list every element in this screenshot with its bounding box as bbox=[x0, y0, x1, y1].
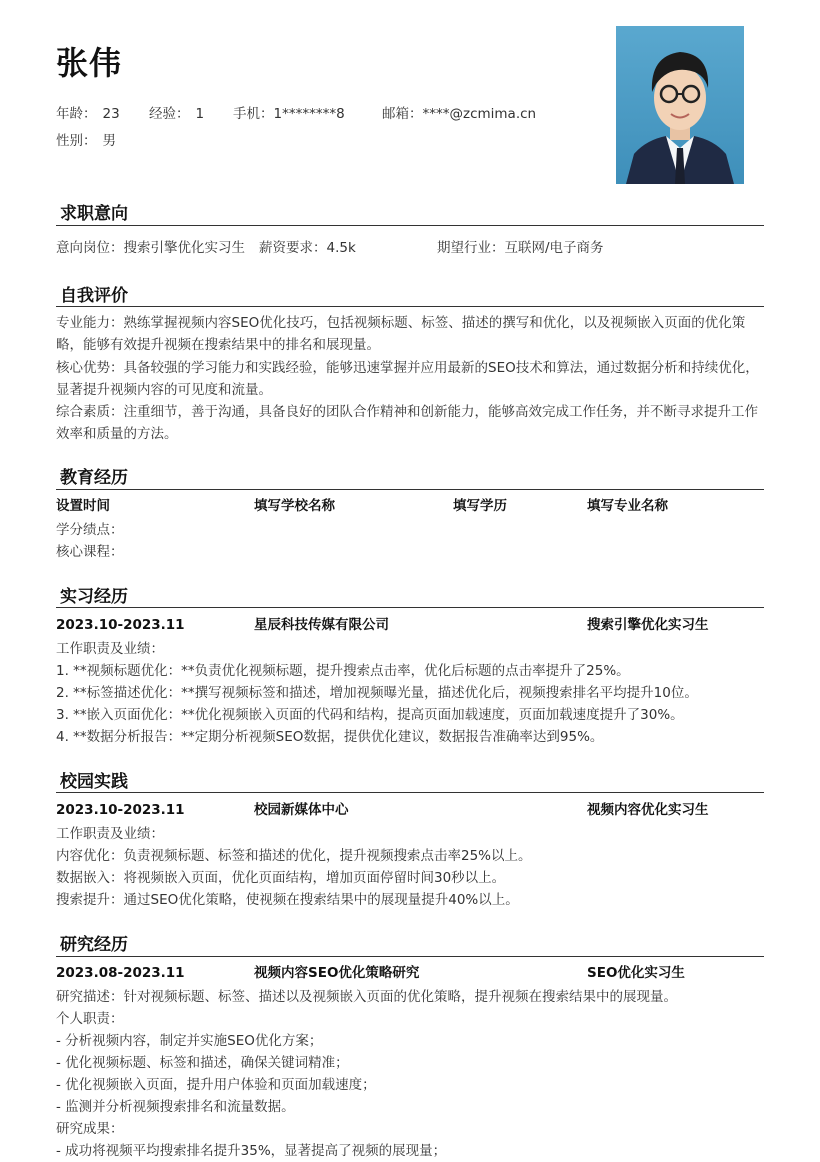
section-title-education: 教育经历 bbox=[60, 468, 128, 488]
list-item: - 监测并分析视频搜索排名和流量数据。 bbox=[56, 1099, 295, 1115]
list-item: - 优化视频嵌入页面，提升用户体验和页面加载速度； bbox=[56, 1077, 376, 1093]
gender-field: 性别： 男 bbox=[56, 133, 116, 149]
section-title-internship: 实习经历 bbox=[60, 587, 128, 607]
section-title-self-eval: 自我评价 bbox=[60, 286, 128, 306]
education-courses: 核心课程： bbox=[56, 544, 124, 560]
self-eval-paragraph: 专业能力：熟练掌握视频内容SEO优化技巧，包括视频标题、标签、描述的撰写和优化，以及视频嵌入页面的优化策略，能够有效提升视频在搜索结果中的排名和展现量。 bbox=[56, 315, 746, 354]
education-header-row bbox=[56, 495, 764, 517]
list-item: 1. **视频标题优化：**负责优化视频标题，提升搜索点击率，优化后标题的点击率提升了25%。 bbox=[56, 663, 630, 679]
campus-org: 校园新媒体中心 bbox=[254, 802, 349, 818]
research-project: 视频内容SEO优化策略研究 bbox=[254, 965, 420, 981]
intent-salary: 薪资要求：4.5k bbox=[259, 240, 356, 256]
list-item: 工作职责及业绩： bbox=[56, 826, 164, 842]
experience-field: 经验： 1 bbox=[149, 106, 205, 122]
email-field: 邮箱：****@zcmima.cn bbox=[382, 106, 537, 122]
section-title-intent: 求职意向 bbox=[60, 204, 128, 224]
education-major: 填写专业名称 bbox=[587, 498, 668, 514]
campus-role: 视频内容优化实习生 bbox=[587, 802, 709, 818]
section-title-campus: 校园实践 bbox=[60, 772, 128, 792]
list-item: 工作职责及业绩： bbox=[56, 641, 164, 657]
self-eval-paragraph: 综合素质：注重细节，善于沟通，具备良好的团队合作精神和创新能力，能够高效完成工作任务，并不断寻求提升工作效率和质量的方法。 bbox=[56, 404, 758, 443]
internship-company: 星辰科技传媒有限公司 bbox=[254, 617, 389, 633]
list-item: 数据嵌入：将视频嵌入页面，优化页面结构，增加页面停留时间30秒以上。 bbox=[56, 870, 506, 886]
campus-header-row bbox=[56, 799, 764, 821]
internship-header-row bbox=[56, 614, 764, 636]
phone-field: 手机：1********8 bbox=[233, 106, 345, 122]
internship-period: 2023.10-2023.11 bbox=[56, 617, 185, 633]
self-eval-paragraph: 核心优势：具备较强的学习能力和实践经验，能够迅速掌握并应用最新的SEO技术和算法，通过数据分析和持续优化，显著提升视频内容的可见度和流量。 bbox=[56, 360, 759, 399]
campus-period: 2023.10-2023.11 bbox=[56, 802, 185, 818]
internship-role: 搜索引擎优化实习生 bbox=[587, 617, 709, 633]
list-item: 内容优化：负责视频标题、标签和描述的优化，提升视频搜索点击率25%以上。 bbox=[56, 848, 532, 864]
research-header-row bbox=[56, 962, 764, 984]
intent-position: 意向岗位：搜索引擎优化实习生 bbox=[56, 240, 245, 256]
section-divider bbox=[56, 489, 764, 490]
list-item: 搜索提升：通过SEO优化策略，使视频在搜索结果中的展现量提升40%以上。 bbox=[56, 892, 519, 908]
age-field: 年龄： 23 bbox=[56, 106, 120, 122]
section-title-research: 研究经历 bbox=[60, 935, 128, 955]
candidate-name: 张伟 bbox=[56, 44, 123, 82]
section-divider bbox=[56, 792, 764, 793]
education-degree: 填写学历 bbox=[453, 498, 507, 514]
list-item: 2. **标签描述优化：**撰写视频标签和描述，增加视频曝光量，描述优化后，视频搜索排名平均提升10位。 bbox=[56, 685, 698, 701]
intent-industry: 期望行业：互联网/电子商务 bbox=[437, 240, 604, 256]
list-item: - 成功将视频平均搜索排名提升35%，显著提高了视频的展现量； bbox=[56, 1143, 447, 1159]
list-item: 研究描述：针对视频标题、标签、描述以及视频嵌入页面的优化策略，提升视频在搜索结果中的展现量。 bbox=[56, 989, 677, 1005]
education-gpa: 学分绩点： bbox=[56, 522, 124, 538]
research-period: 2023.08-2023.11 bbox=[56, 965, 185, 981]
research-role: SEO优化实习生 bbox=[587, 965, 685, 981]
list-item: - 优化视频标题、标签和描述，确保关键词精准； bbox=[56, 1055, 349, 1071]
section-divider bbox=[56, 306, 764, 307]
list-item: 4. **数据分析报告：**定期分析视频SEO数据，提供优化建议，数据报告准确率达到95%。 bbox=[56, 729, 604, 745]
list-item: 研究成果： bbox=[56, 1121, 124, 1137]
section-divider bbox=[56, 956, 764, 957]
list-item: 3. **嵌入页面优化：**优化视频嵌入页面的代码和结构，提高页面加载速度，页面加载速度提升了30%。 bbox=[56, 707, 684, 723]
profile-photo bbox=[616, 26, 744, 184]
list-item: - 分析视频内容，制定并实施SEO优化方案； bbox=[56, 1033, 323, 1049]
education-school: 填写学校名称 bbox=[254, 498, 335, 514]
section-divider bbox=[56, 225, 764, 226]
section-divider bbox=[56, 607, 764, 608]
list-item: 个人职责： bbox=[56, 1011, 124, 1027]
education-time: 设置时间 bbox=[56, 498, 110, 514]
